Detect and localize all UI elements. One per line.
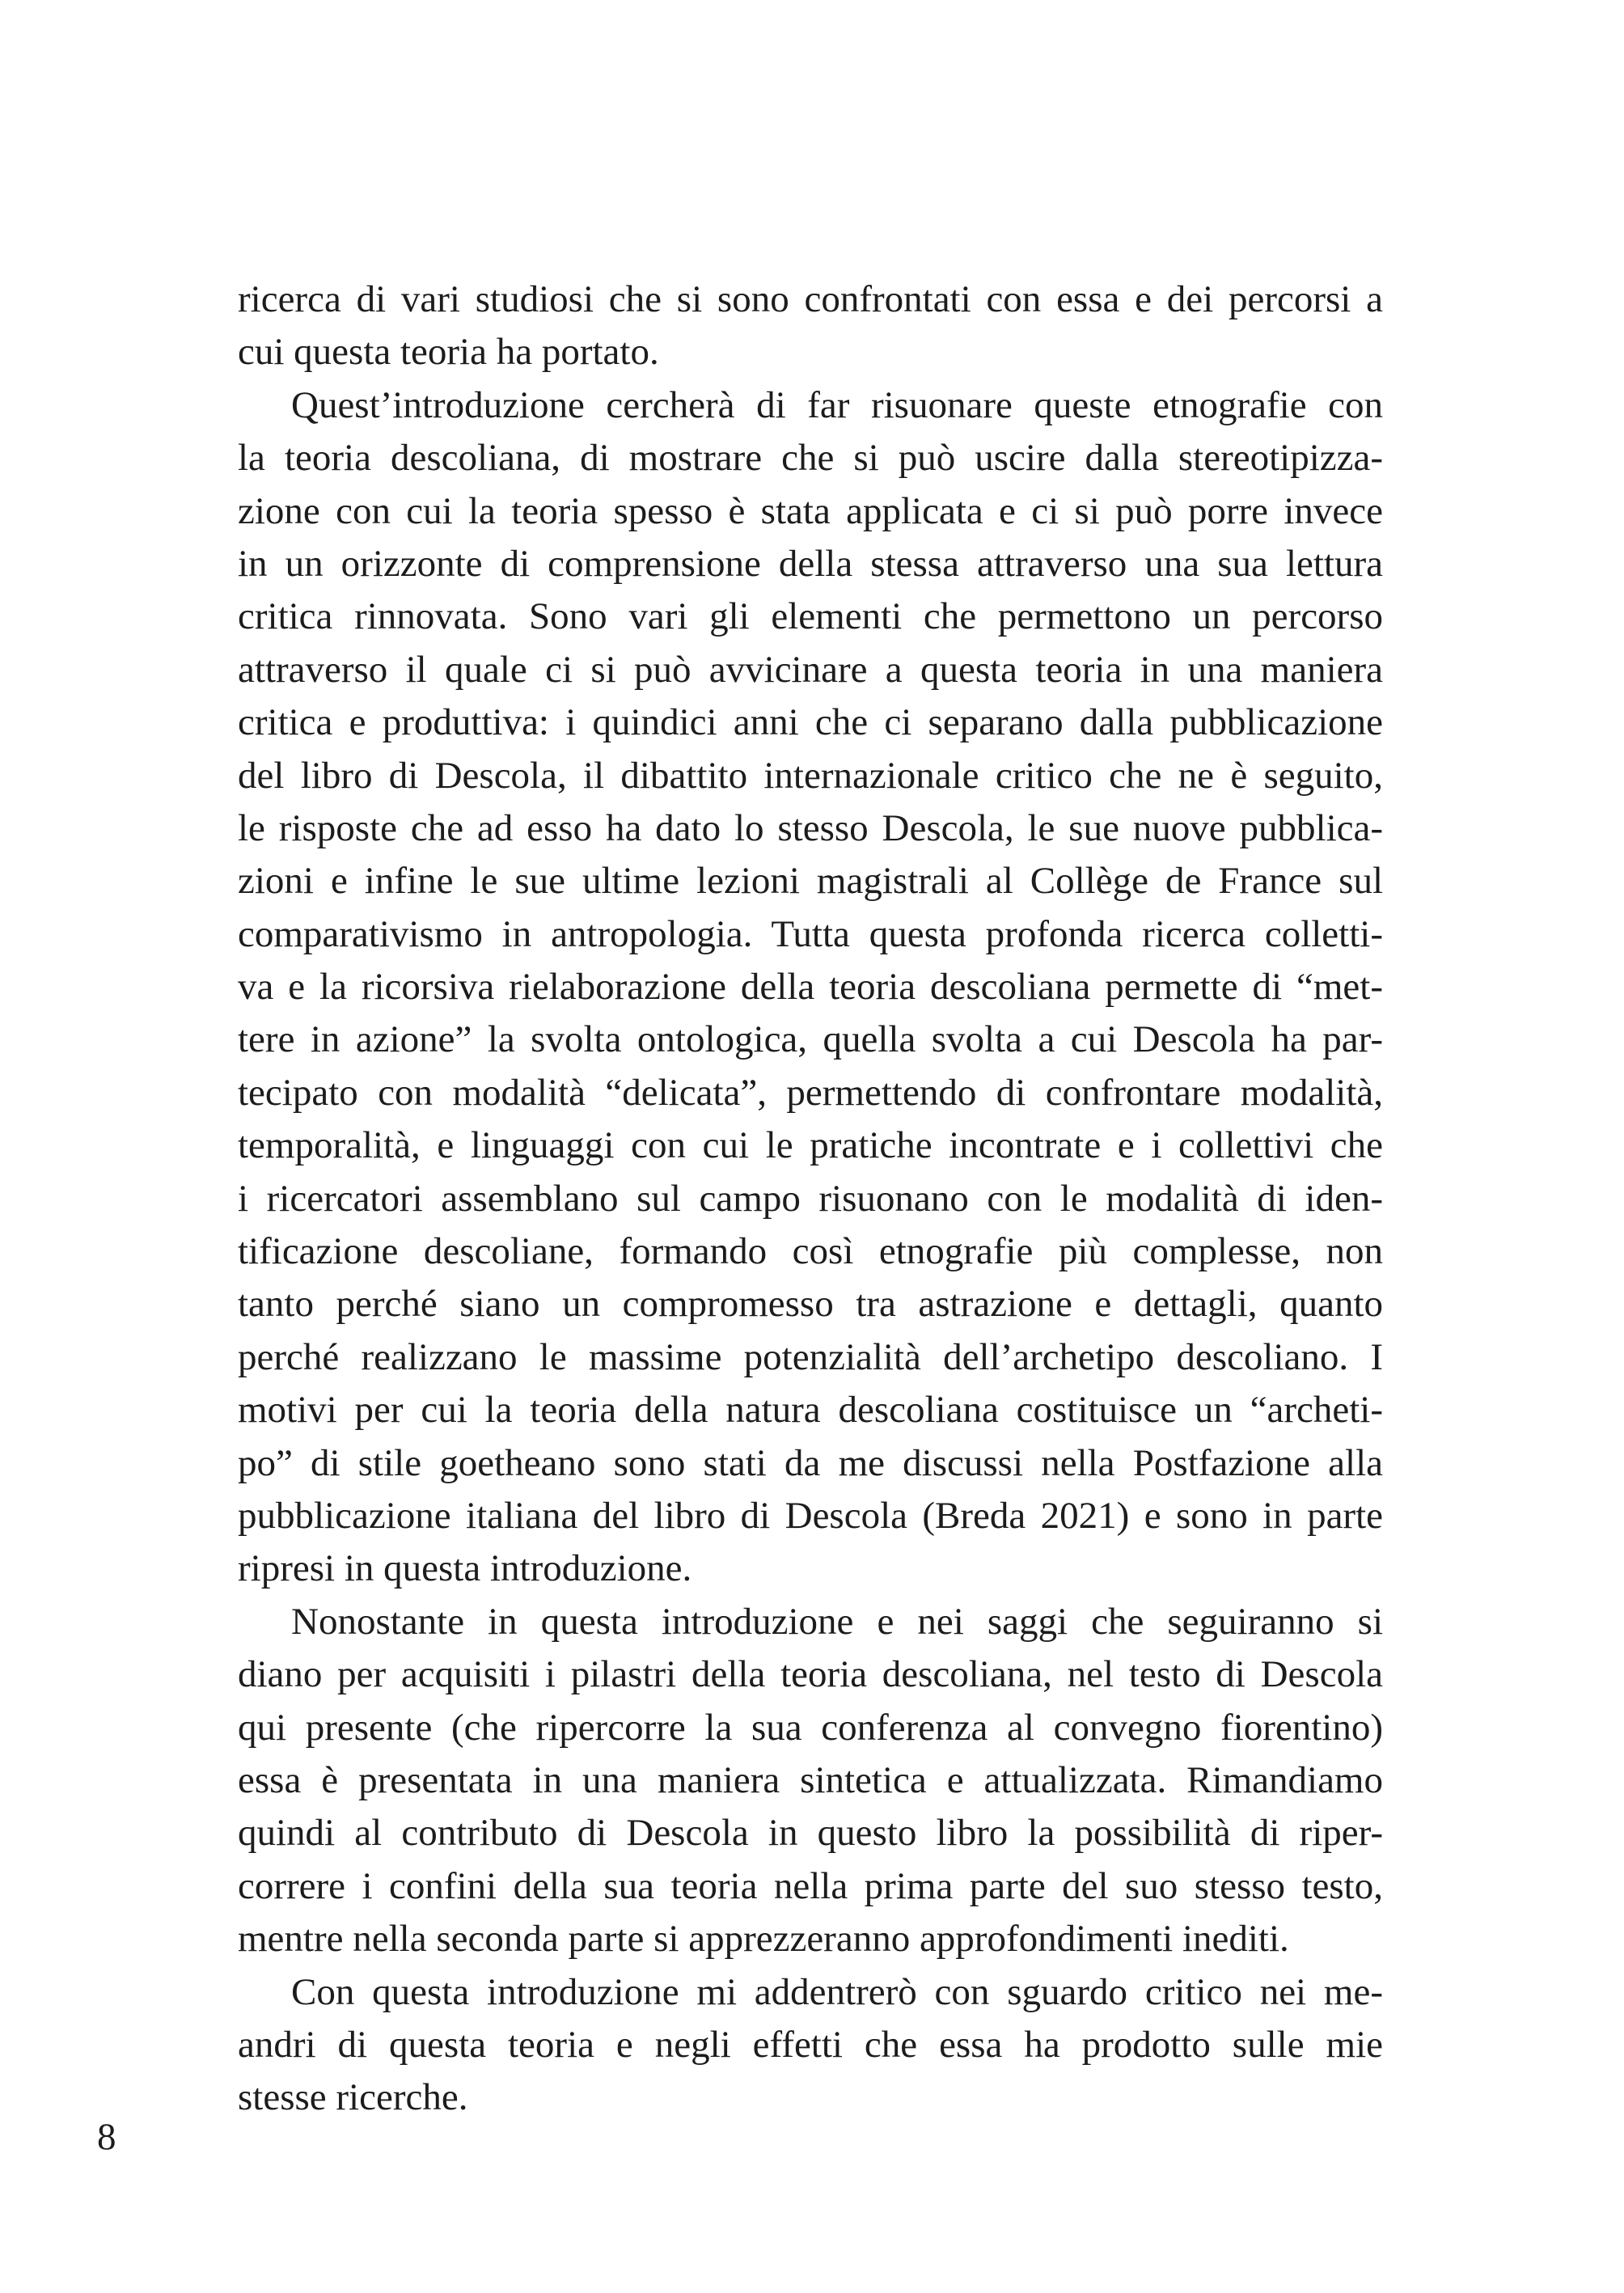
text-line: tanto perché siano un compromesso tra astrazione e dettagli, quanto [238, 1283, 1383, 1326]
text-line: critica rinnovata. Sono vari gli elementi che permettono un percorso [238, 595, 1383, 638]
text-line: tecipato con modalità “delicata”, permettendo di confrontare modalità, [238, 1071, 1383, 1114]
text-line: tere in azione” la svolta ontologica, quella svolta a cui Descola ha par- [238, 1018, 1383, 1061]
text-line: perché realizzano le massime potenzialità dell’archetipo descoliano. I [238, 1335, 1383, 1378]
text-line: correre i confini della sua teoria nella prima parte del suo stesso testo, [238, 1864, 1383, 1907]
text-line: po” di stile goetheano sono stati da me discussi nella Postfazione alla [238, 1441, 1383, 1484]
text-line: cui questa teoria ha portato. [238, 331, 659, 374]
text-line: motivi per cui la teoria della natura descoliana costituisce un “archeti- [238, 1389, 1383, 1432]
text-line: comparativismo in antropologia. Tutta questa profonda ricerca colletti- [238, 912, 1383, 955]
text-line: pubblicazione italiana del libro di Descola (Breda 2021) e sono in parte [238, 1494, 1383, 1537]
text-line: essa è presentata in una maniera sintetica e attualizzata. Rimandiamo [238, 1758, 1383, 1801]
text-line: le risposte che ad esso ha dato lo stesso Descola, le sue nuove pubblica- [238, 806, 1383, 849]
text-line: tificazione descoliane, formando così etnografie più complesse, non [238, 1230, 1383, 1273]
page-number: 8 [97, 2116, 116, 2158]
text-line: stesse ricerche. [238, 2076, 468, 2119]
text-line: attraverso il quale ci si può avvicinare a questa teoria in una maniera [238, 648, 1383, 691]
text-line: diano per acquisiti i pilastri della teoria descoliana, nel testo di Descola [238, 1653, 1383, 1696]
text-line: temporalità, e linguaggi con cui le pratiche incontrate e i collettivi che [238, 1124, 1383, 1167]
body-text [238, 273, 1383, 2125]
text-line: ripresi in questa introduzione. [238, 1547, 692, 1590]
text-line: zione con cui la teoria spesso è stata applicata e ci si può porre invece [238, 489, 1383, 532]
text-line: va e la ricorsiva rielaborazione della teoria descoliana permette di “met- [238, 966, 1383, 1009]
text-line: Con questa introduzione mi addentrerò con sguardo critico nei me- [291, 1970, 1383, 2013]
text-line: in un orizzonte di comprensione della stessa attraverso una sua lettura [238, 542, 1383, 585]
text-line: i ricercatori assemblano sul campo risuonano con le modalità di iden- [238, 1177, 1383, 1220]
text-line: zioni e infine le sue ultime lezioni magistrali al Collège de France sul [238, 860, 1383, 903]
text-line: ricerca di vari studiosi che si sono confrontati con essa e dei percorsi a [238, 278, 1383, 320]
text-line: la teoria descoliana, di mostrare che si può uscire dalla stereotipizza- [238, 437, 1383, 480]
text-line: Nonostante in questa introduzione e nei saggi che seguiranno si [291, 1600, 1383, 1643]
text-line: mentre nella seconda parte si apprezzeranno approfondimenti inediti. [238, 1918, 1289, 1961]
text-line: del libro di Descola, il dibattito internazionale critico che ne è seguito, [238, 754, 1383, 797]
text-line: andri di questa teoria e negli effetti che essa ha prodotto sulle mie [238, 2023, 1383, 2066]
text-line: critica e produttiva: i quindici anni che ci separano dalla pubblicazione [238, 701, 1383, 744]
text-line: qui presente (che ripercorre la sua conferenza al convegno fiorentino) [238, 1706, 1383, 1749]
text-line: Quest’introduzione cercherà di far risuonare queste etnografie con [291, 383, 1383, 426]
text-line: quindi al contributo di Descola in questo libro la possibilità di riper- [238, 1812, 1383, 1855]
